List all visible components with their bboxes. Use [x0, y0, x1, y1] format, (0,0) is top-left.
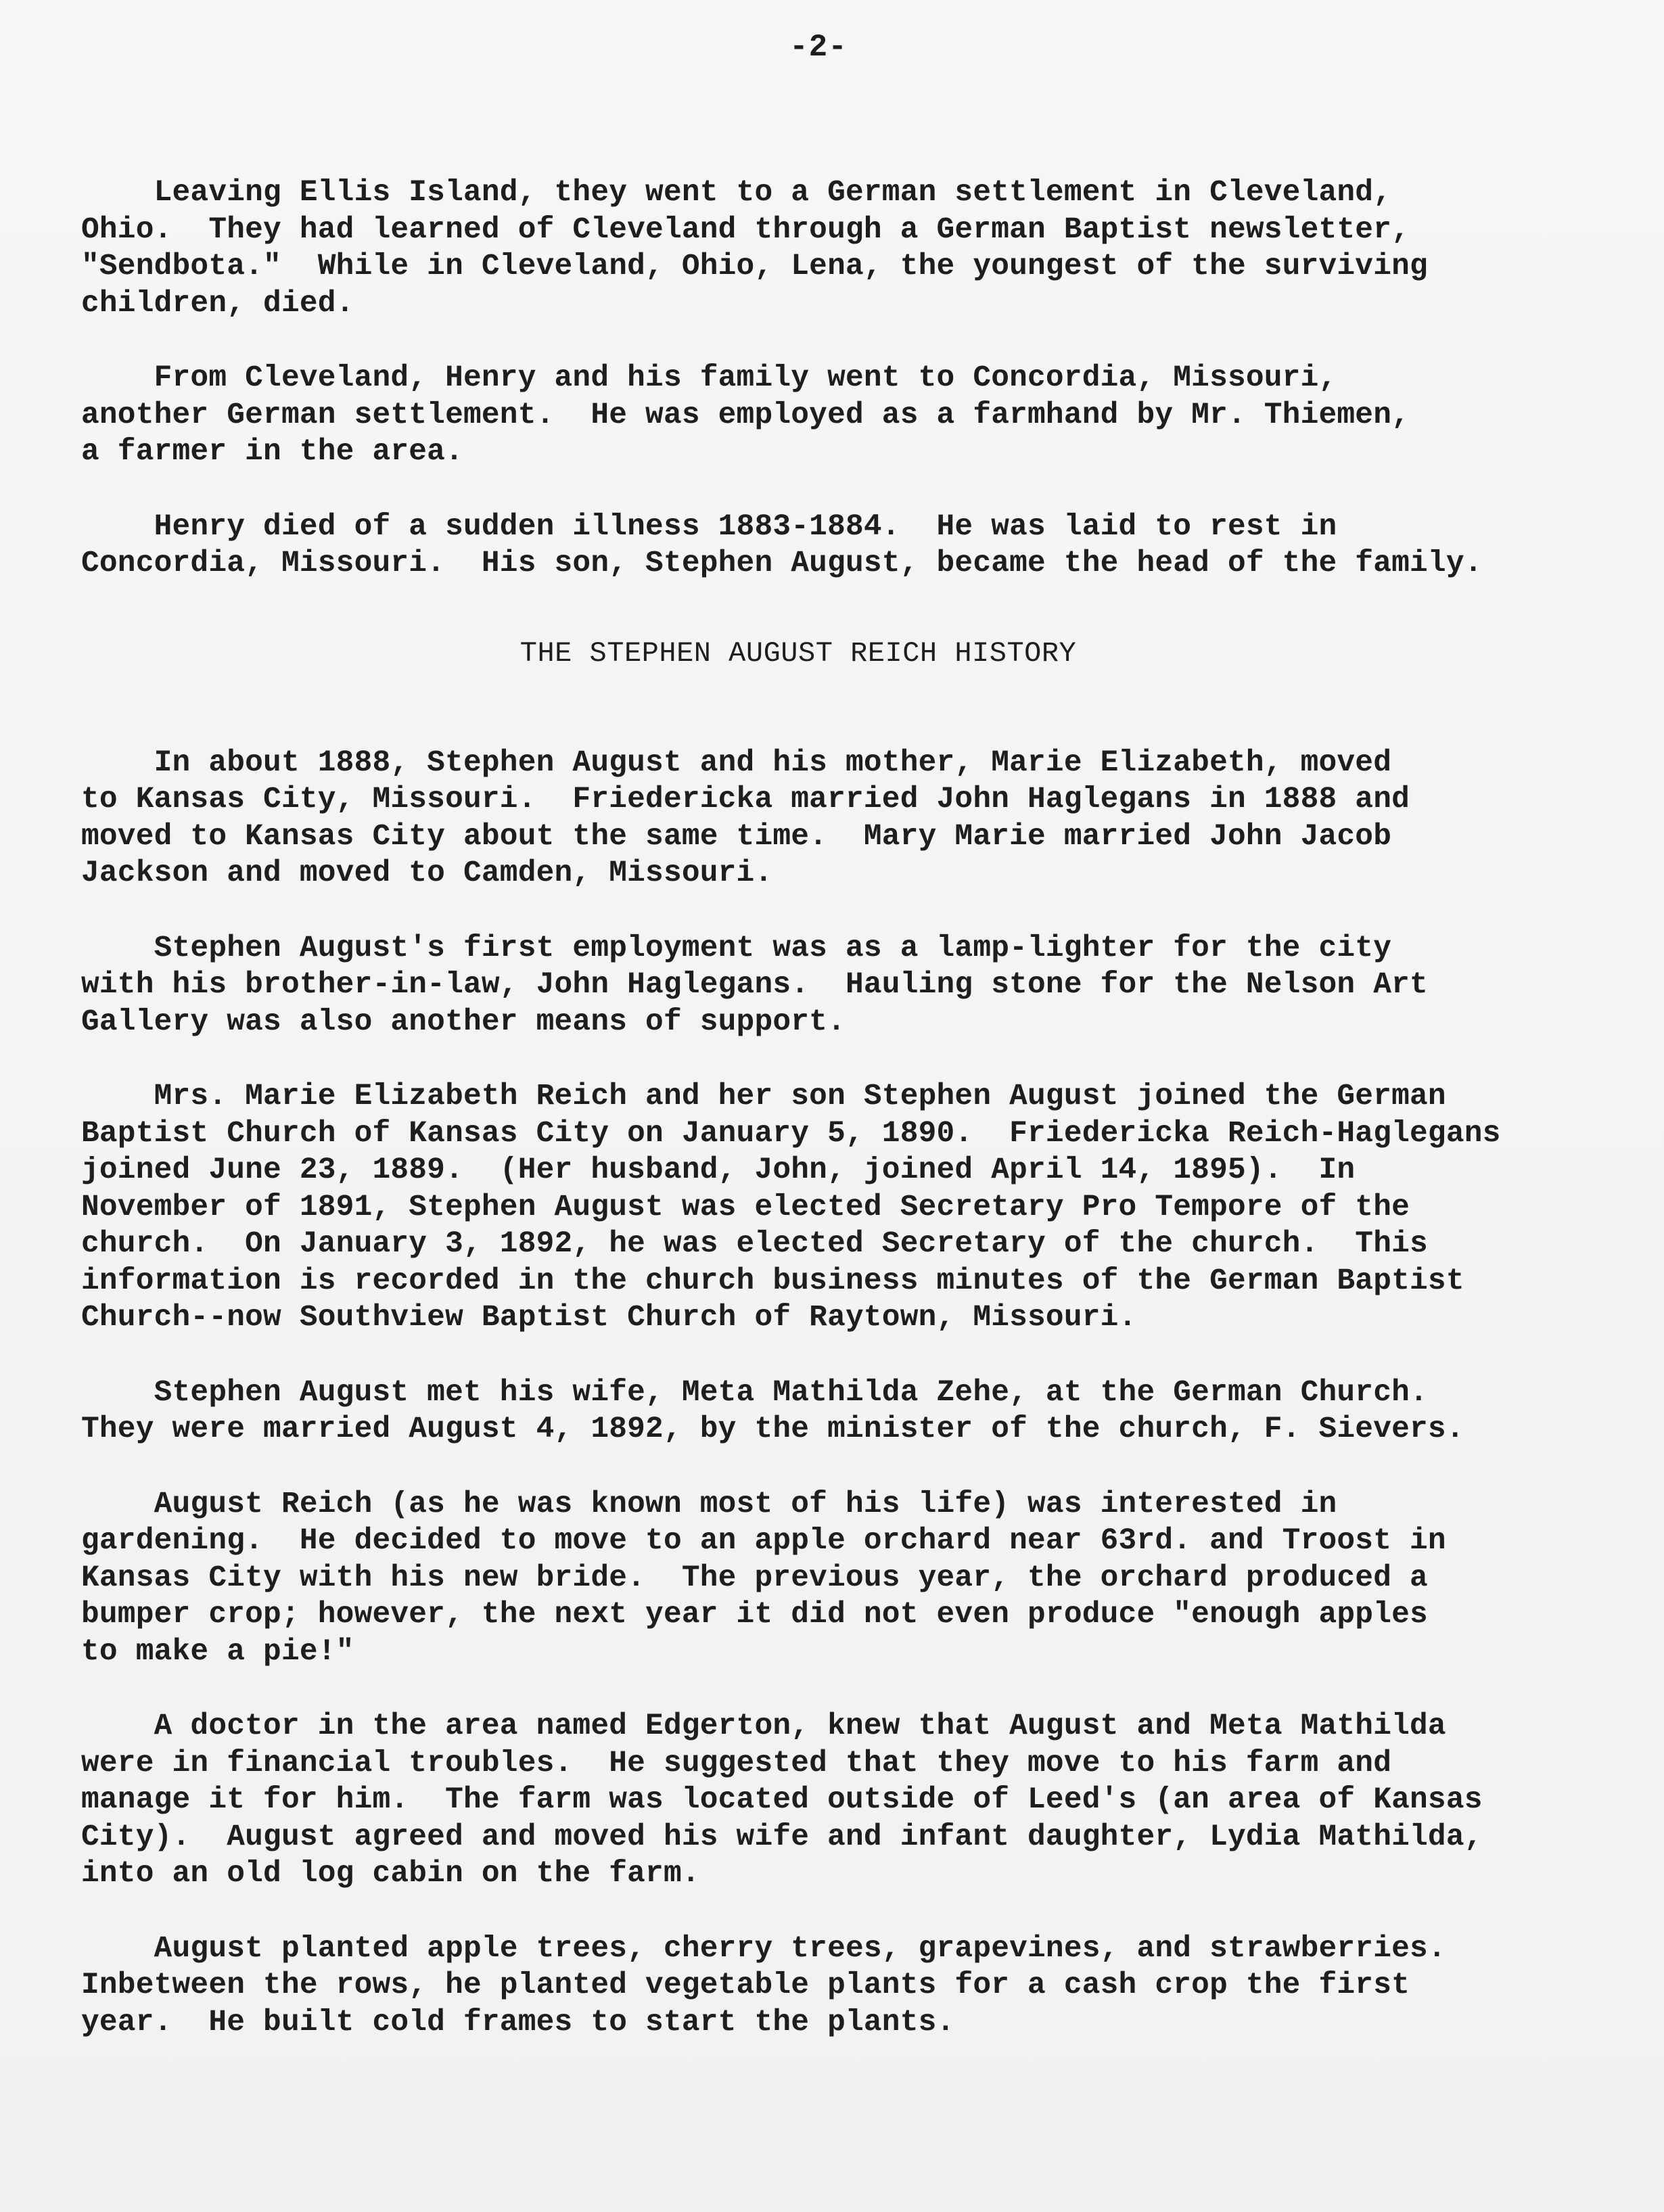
text-line: They were married August 4, 1892, by the minister of the church, F. Sievers. [81, 1412, 1464, 1446]
paragraph [81, 1931, 1515, 2042]
text-line: Henry died of a sudden illness 1883-1884. He was laid to rest in [81, 509, 1337, 544]
text-line: to Kansas City, Missouri. Friedericka married John Haglegans in 1888 and [81, 783, 1410, 816]
text-line: From Cleveland, Henry and his family went to Concordia, Missouri, [81, 361, 1337, 395]
text-line: to make a pie!" [81, 1634, 354, 1669]
paragraph [81, 175, 1515, 322]
paragraphs-after-section [81, 745, 1515, 2042]
text-line: with his brother-in-law, John Haglegans. Hauling stone for the Nelson Art [81, 968, 1428, 1002]
text-line: Baptist Church of Kansas City on January 5, 1890. Friedericka Reich-Haglegans [81, 1116, 1501, 1151]
text-line: gardening. He decided to move to an apple orchard near 63rd. and Troost in [81, 1524, 1446, 1558]
text-line: August planted apple trees, cherry trees, grapevines, and strawberries. [81, 1931, 1446, 1966]
text-line: another German settlement. He was employed as a farmhand by Mr. Thiemen, [81, 398, 1410, 432]
text-line: Stephen August met his wife, Meta Mathilda Zehe, at the German Church. [81, 1375, 1428, 1410]
text-line: information is recorded in the church business minutes of the German Baptist [81, 1264, 1464, 1298]
text-line: Gallery was also another means of support. [81, 1005, 846, 1039]
paragraph [81, 1078, 1515, 1337]
text-line: manage it for him. The farm was located outside of Leed's (an area of Kansas [81, 1783, 1483, 1817]
text-line: Kansas City with his new bride. The previous year, the orchard produced a [81, 1561, 1428, 1595]
text-line: year. He built cold frames to start the plants. [81, 2005, 955, 2040]
paragraphs-before-section [81, 175, 1515, 582]
section-title: THE STEPHEN AUGUST REICH HISTORY [519, 637, 1077, 670]
text-line: Ohio. They had learned of Cleveland through a German Baptist newsletter, [81, 212, 1410, 247]
text-line: a farmer in the area. [81, 435, 463, 469]
text-line: Mrs. Marie Elizabeth Reich and her son Stephen August joined the German [81, 1080, 1446, 1113]
text-line: Concordia, Missouri. His son, Stephen August, became the head of the family. [81, 547, 1483, 580]
paragraph [81, 1708, 1515, 1893]
text-line: were in financial troubles. He suggested that they move to his farm and [81, 1746, 1392, 1780]
paragraph [81, 1486, 1515, 1671]
text-line: Jackson and moved to Camden, Missouri. [81, 856, 773, 890]
text-line: A doctor in the area named Edgerton, knew that August and Meta Mathilda [81, 1709, 1446, 1743]
text-line: moved to Kansas City about the same time. Mary Marie married John Jacob [81, 819, 1392, 854]
text-line: church. On January 3, 1892, he was elected Secretary of the church. This [81, 1227, 1428, 1261]
text-line: "Sendbota." While in Cleveland, Ohio, Lena, the youngest of the surviving [81, 250, 1428, 283]
document-body [81, 175, 1515, 2079]
text-line: August Reich (as he was known most of his life) was interested in [81, 1487, 1337, 1521]
paragraph [81, 930, 1515, 1041]
text-line: November of 1891, Stephen August was elected Secretary Pro Tempore of the [81, 1190, 1410, 1224]
text-line: City). August agreed and moved his wife and infant daughter, Lydia Mathilda, [81, 1820, 1483, 1854]
paragraph [81, 509, 1515, 582]
text-line: Leaving Ellis Island, they went to a German settlement in Cleveland, [81, 176, 1392, 210]
text-line: In about 1888, Stephen August and his mother, Marie Elizabeth, moved [81, 745, 1392, 780]
paragraph [81, 745, 1515, 892]
text-line: children, died. [81, 286, 354, 321]
text-line: into an old log cabin on the farm. [81, 1857, 700, 1891]
text-line: Church--now Southview Baptist Church of Raytown, Missouri. [81, 1301, 1137, 1335]
page-number: -2- [789, 30, 848, 65]
paragraph [81, 360, 1515, 471]
paragraph [81, 1375, 1515, 1448]
text-line: Stephen August's first employment was as a lamp-lighter for the city [81, 931, 1392, 965]
text-line: bumper crop; however, the next year it did not even produce "enough apples [81, 1598, 1428, 1632]
text-line: Inbetween the rows, he planted vegetable plants for a cash crop the first [81, 1968, 1410, 2002]
text-line: joined June 23, 1889. (Her husband, John, joined April 14, 1895). In [81, 1153, 1356, 1187]
